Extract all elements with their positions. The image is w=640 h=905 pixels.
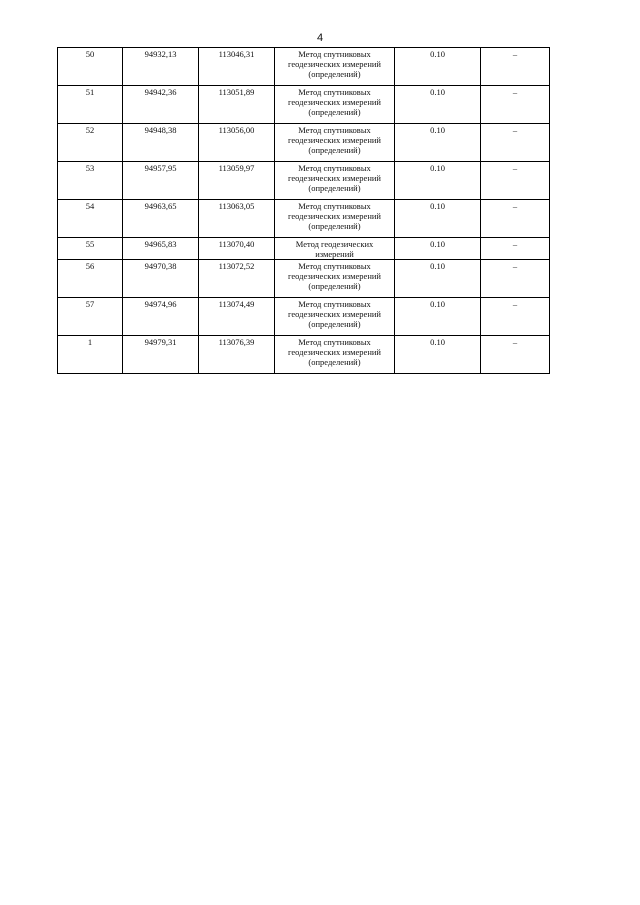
table-row: [58, 238, 550, 260]
note-cell: –: [481, 298, 550, 336]
x-coordinate-cell: 94932,13: [123, 48, 199, 86]
x-coordinate-cell: 94974,96: [123, 298, 199, 336]
method-line: Метод спутниковых: [298, 49, 371, 59]
note-cell: –: [481, 86, 550, 124]
accuracy-cell: 0.10: [395, 200, 481, 238]
x-coordinate-cell: 94948,38: [123, 124, 199, 162]
method-line: геодезических измерений: [288, 347, 381, 357]
y-coordinate-cell: 113063,05: [199, 200, 275, 238]
table-row: [58, 124, 550, 162]
method-line: (определений): [308, 357, 361, 367]
accuracy-cell: 0.10: [395, 124, 481, 162]
method-line: Метод спутниковых: [298, 163, 371, 173]
method-cell: [275, 48, 395, 86]
accuracy-cell: 0.10: [395, 86, 481, 124]
point-cell: 50: [58, 48, 123, 86]
accuracy-cell: 0.10: [395, 298, 481, 336]
note-cell: –: [481, 124, 550, 162]
y-coordinate-cell: 113070,40: [199, 238, 275, 260]
method-line: Метод спутниковых: [298, 87, 371, 97]
point-cell: 55: [58, 238, 123, 260]
y-coordinate-cell: 113074,49: [199, 298, 275, 336]
table-row: [58, 200, 550, 238]
method-line: (определений): [308, 319, 361, 329]
method-line: (определений): [308, 69, 361, 79]
method-cell: [275, 200, 395, 238]
method-cell: [275, 298, 395, 336]
method-line: геодезических измерений: [288, 135, 381, 145]
method-line: Метод спутниковых: [298, 261, 371, 271]
method-line: (определений): [308, 281, 361, 291]
table-row: [58, 260, 550, 298]
method-cell: [275, 260, 395, 298]
coordinates-table: [57, 47, 550, 374]
note-cell: –: [481, 162, 550, 200]
x-coordinate-cell: 94979,31: [123, 336, 199, 374]
note-cell: –: [481, 48, 550, 86]
point-cell: 51: [58, 86, 123, 124]
point-cell: 56: [58, 260, 123, 298]
table-body: [58, 48, 550, 374]
point-cell: 54: [58, 200, 123, 238]
method-cell: [275, 238, 395, 260]
x-coordinate-cell: 94970,38: [123, 260, 199, 298]
method-line: (определений): [308, 183, 361, 193]
method-cell: [275, 86, 395, 124]
method-line: (определений): [308, 221, 361, 231]
point-cell: 1: [58, 336, 123, 374]
method-line: Метод геодезических измерений: [295, 239, 374, 259]
y-coordinate-cell: 113076,39: [199, 336, 275, 374]
method-line: геодезических измерений: [288, 97, 381, 107]
accuracy-cell: 0.10: [395, 238, 481, 260]
y-coordinate-cell: 113051,89: [199, 86, 275, 124]
x-coordinate-cell: 94957,95: [123, 162, 199, 200]
y-coordinate-cell: 113056,00: [199, 124, 275, 162]
y-coordinate-cell: 113059,97: [199, 162, 275, 200]
point-cell: 57: [58, 298, 123, 336]
table-row: [58, 86, 550, 124]
x-coordinate-cell: 94963,65: [123, 200, 199, 238]
table-row: [58, 48, 550, 86]
method-line: геодезических измерений: [288, 59, 381, 69]
table-row: [58, 298, 550, 336]
point-cell: 52: [58, 124, 123, 162]
note-cell: –: [481, 200, 550, 238]
method-line: геодезических измерений: [288, 271, 381, 281]
method-line: (определений): [308, 145, 361, 155]
method-cell: [275, 162, 395, 200]
accuracy-cell: 0.10: [395, 260, 481, 298]
table-row: [58, 336, 550, 374]
page-number: 4: [316, 32, 324, 44]
method-cell: [275, 124, 395, 162]
point-cell: 53: [58, 162, 123, 200]
note-cell: –: [481, 238, 550, 260]
method-line: геодезических измерений: [288, 211, 381, 221]
note-cell: –: [481, 336, 550, 374]
x-coordinate-cell: 94965,83: [123, 238, 199, 260]
method-line: геодезических измерений: [288, 309, 381, 319]
method-line: Метод спутниковых: [298, 337, 371, 347]
method-line: Метод спутниковых: [298, 201, 371, 211]
note-cell: –: [481, 260, 550, 298]
x-coordinate-cell: 94942,36: [123, 86, 199, 124]
accuracy-cell: 0.10: [395, 336, 481, 374]
y-coordinate-cell: 113046,31: [199, 48, 275, 86]
accuracy-cell: 0.10: [395, 162, 481, 200]
accuracy-cell: 0.10: [395, 48, 481, 86]
method-line: Метод спутниковых: [298, 125, 371, 135]
method-line: (определений): [308, 107, 361, 117]
table-row: [58, 162, 550, 200]
method-cell: [275, 336, 395, 374]
y-coordinate-cell: 113072,52: [199, 260, 275, 298]
method-line: геодезических измерений: [288, 173, 381, 183]
method-line: Метод спутниковых: [298, 299, 371, 309]
